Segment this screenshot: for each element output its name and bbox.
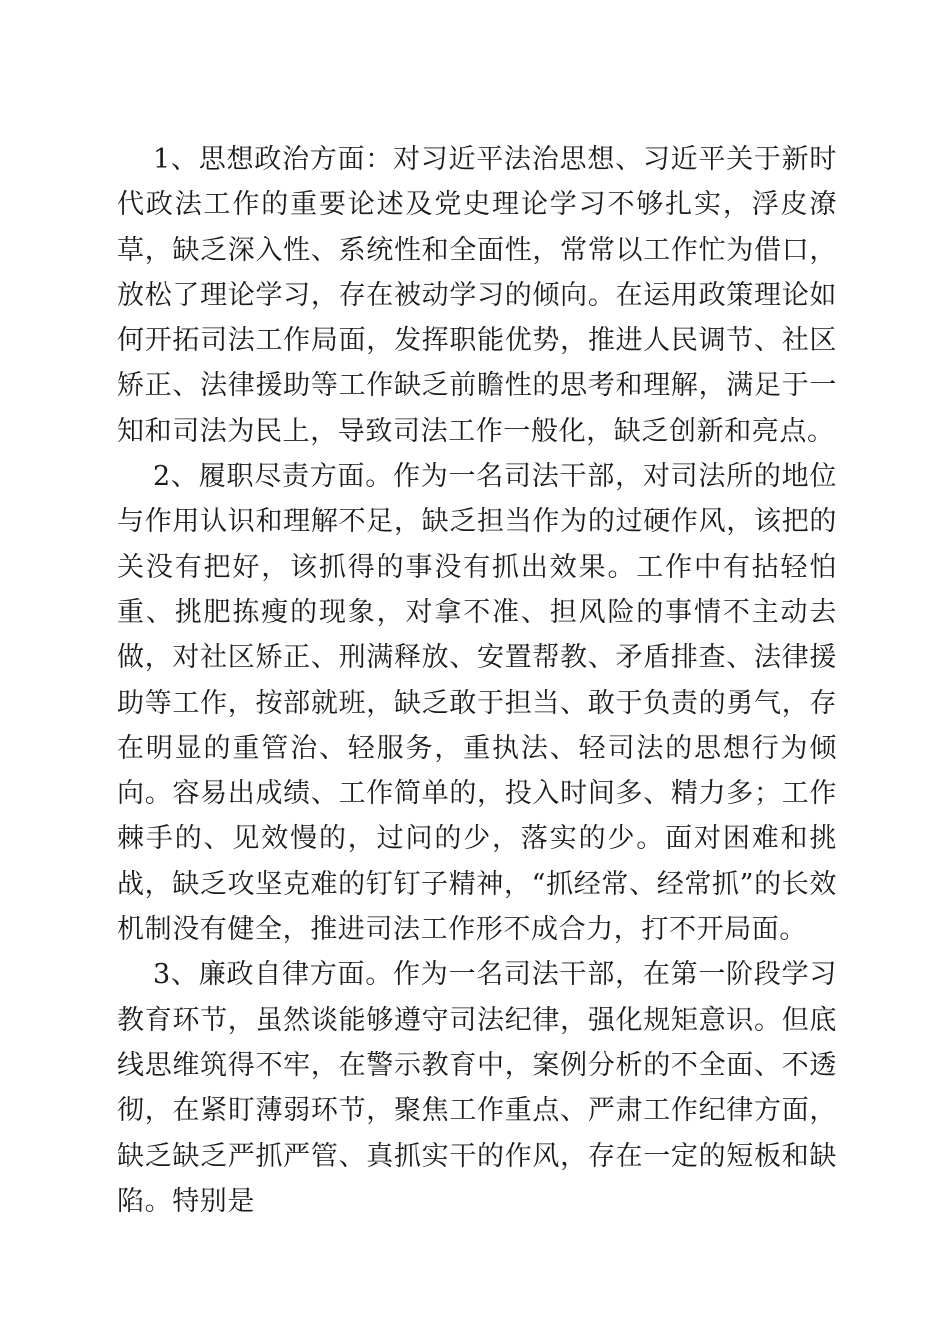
paragraph-ideology-politics: 1、思想政治方面：对习近平法治思想、习近平关于新时代政法工作的重要论述及党史理论学习不够扎实，浮皮潦草，缺乏深入性、系统性和全面性，常常以工作忙为借口，放松了理论学习，存在被动学习的倾向。在运用政策理论如何开拓司法工作局面，发挥职能优势，推进人民调节、社区矫正、法律援助等工作缺乏前瞻性的思考和理解，满足于一知和司法为民上，导致司法工作一般化，缺乏创新和亮点。 bbox=[117, 144, 837, 447]
paragraph-integrity-self-discipline: 3、廉政自律方面。作为一名司法干部，在第一阶段学习教育环节，虽然谈能够遵守司法纪律，强化规矩意识。但底线思维筑得不牢，在警示教育中，案例分析的不全面、不透彻，在紧盯薄弱环节，聚焦工作重点、严肃工作纪律方面，缺乏缺乏严抓严管、真抓实干的作风，存在一定的短板和缺陷。特别是 bbox=[117, 959, 837, 1217]
document-body bbox=[117, 137, 837, 1224]
paragraph-duty-performance: 2、履职尽责方面。作为一名司法干部，对司法所的地位与作用认识和理解不足，缺乏担当作为的过硬作风，该把的关没有把好，该抓得的事没有抓出效果。工作中有拈轻怕重、挑肥拣瘦的现象，对拿不准、担风险的事情不主动去做，对社区矫正、刑满释放、安置帮教、矛盾排查、法律援助等工作，按部就班，缺乏敢于担当、敢于负责的勇气，存在明显的重管治、轻服务，重执法、轻司法的思想行为倾向。容易出成绩、工作简单的，投入时间多、精力多；工作棘手的、见效慢的，过问的少，落实的少。面对困难和挑战，缺乏攻坚克难的钉钉子精神，“抓经常、经常抓”的长效机制没有健全，推进司法工作形不成合力，打不开局面。 bbox=[117, 461, 837, 946]
